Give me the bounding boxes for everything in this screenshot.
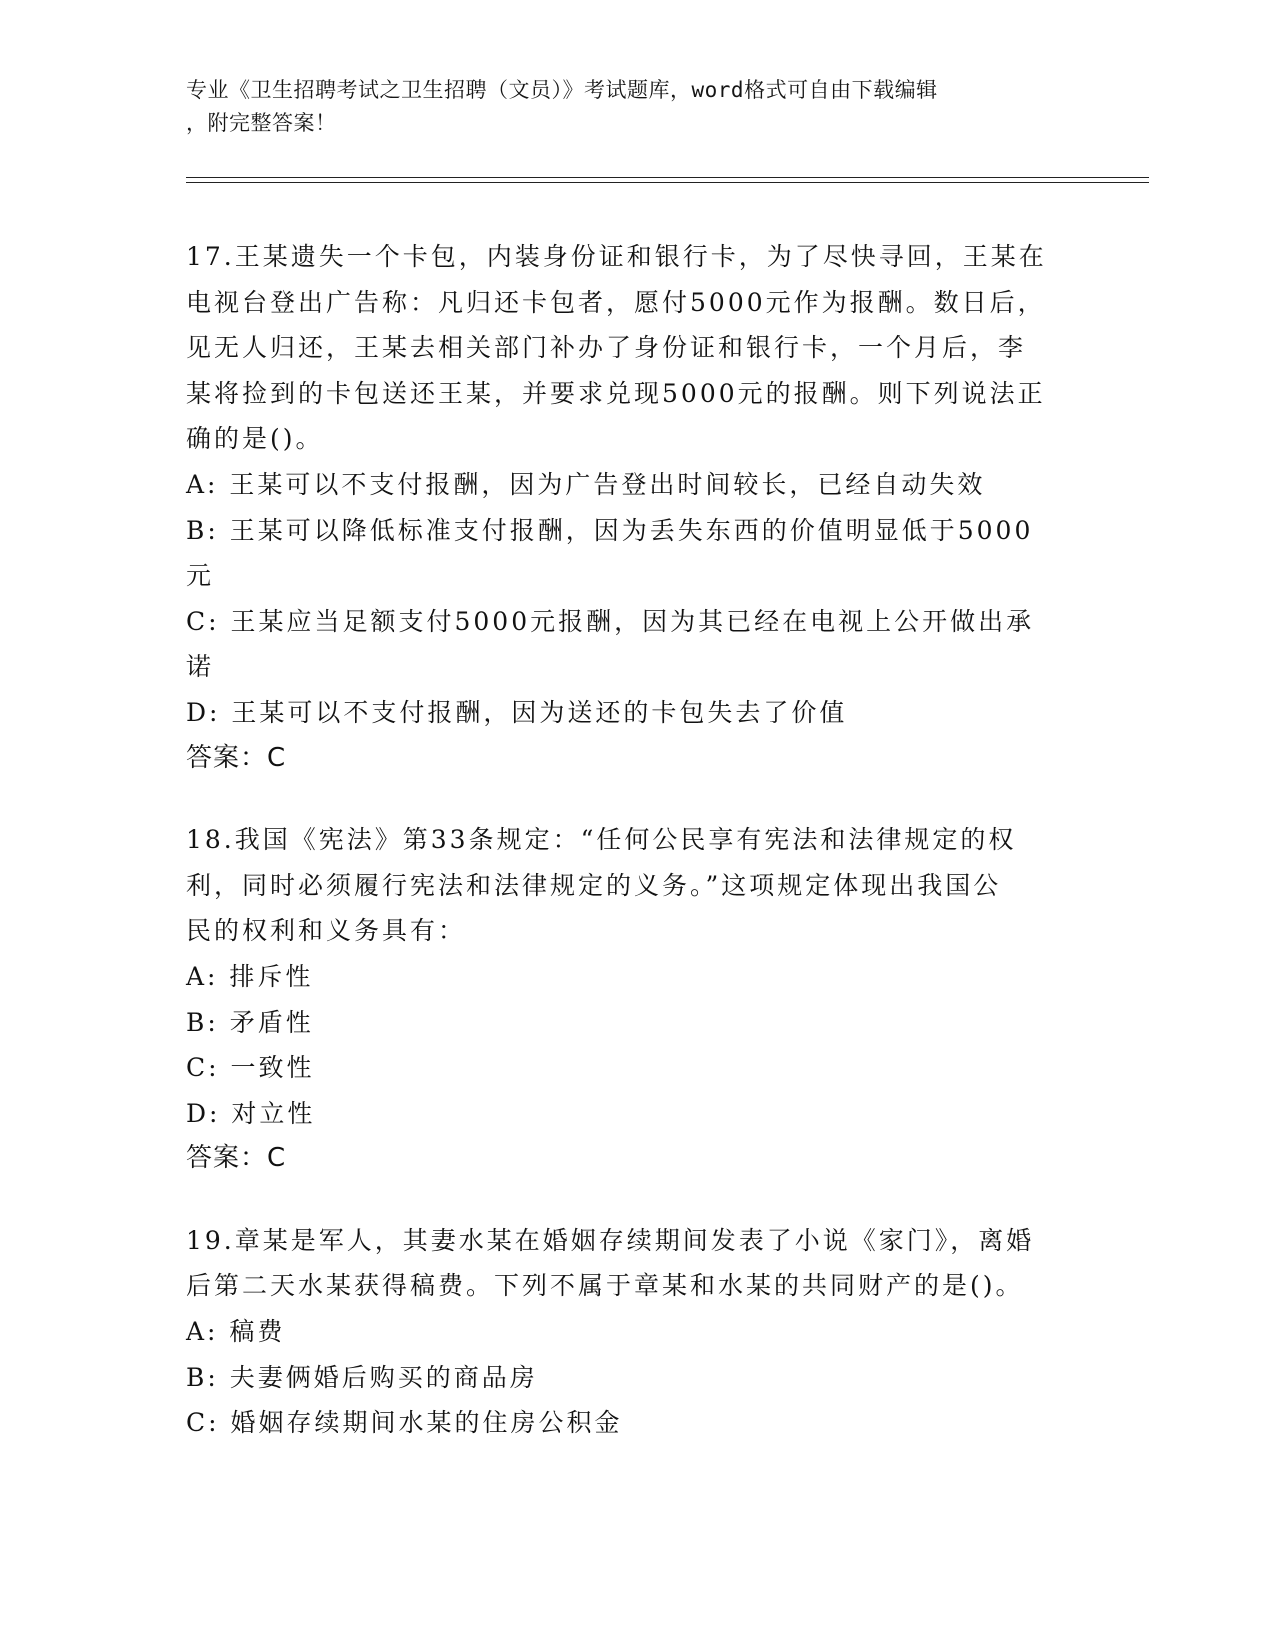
option-d: D: 王某可以不支付报酬，因为送还的卡包失去了价值 (186, 697, 848, 727)
answer-line: 答案：C (186, 1143, 287, 1174)
option-b: B: 王某可以降低标准支付报酬，因为丢失东西的价值明显低于5000 (186, 515, 1034, 545)
header-line-1: 专业《卫生招聘考试之卫生招聘（文员）》考试题库，word格式可自由下载编辑 (186, 78, 938, 102)
option-c: C: 婚姻存续期间水某的住房公积金 (186, 1408, 623, 1438)
option-b: B: 夫妻俩婚后购买的商品房 (186, 1362, 538, 1392)
question-stem-line: 17.王某遗失一个卡包，内装身份证和银行卡，为了尽快寻回，王某在 (186, 242, 1047, 271)
question-stem-line: 18.我国《宪法》第33条规定：“任何公民享有宪法和法律规定的权 (186, 825, 1017, 855)
option-a: A: 王某可以不支付报酬，因为广告登出时间较长，已经自动失效 (186, 469, 986, 499)
option-c: C: 王某应当足额支付5000元报酬，因为其已经在电视上公开做出承 (186, 606, 1035, 636)
option-b: B: 矛盾性 (186, 1007, 314, 1037)
header-line-2: ，附完整答案！ (186, 111, 337, 135)
question-stem-line: 见无人归还，王某去相关部门补办了身份证和银行卡，一个月后，李 (186, 333, 1027, 363)
question-18 (186, 817, 1066, 1182)
option-c-continued: 诺 (186, 652, 215, 682)
question-stem-line: 利，同时必须履行宪法和法律规定的义务。”这项规定体现出我国公 (186, 870, 1002, 900)
option-d: D: 对立性 (186, 1098, 316, 1128)
question-stem-line: 确的是()。 (186, 424, 324, 454)
header-divider-top (186, 177, 1149, 178)
answer-line: 答案：C (186, 742, 287, 773)
question-stem-line: 后第二天水某获得稿费。下列不属于章某和水某的共同财产的是()。 (186, 1271, 1024, 1301)
option-c: C: 一致性 (186, 1053, 315, 1083)
question-stem-line: 电视台登出广告称：凡归还卡包者，愿付5000元作为报酬。数日后， (186, 287, 1046, 317)
question-list (186, 234, 1066, 1482)
option-a: A: 稿费 (186, 1317, 286, 1347)
question-17 (186, 234, 1066, 781)
header-divider-bottom (186, 182, 1149, 183)
option-b-continued: 元 (186, 561, 215, 591)
question-stem-line: 民的权利和义务具有： (186, 916, 467, 946)
question-stem-line: 19.章某是军人，其妻水某在婚姻存续期间发表了小说《家门》，离婚 (186, 1225, 1035, 1255)
question-19 (186, 1218, 1066, 1446)
option-a: A: 排斥性 (186, 961, 314, 991)
question-stem-line: 某将捡到的卡包送还王某，并要求兑现5000元的报酬。则下列说法正 (186, 378, 1046, 408)
document-header (186, 74, 1086, 140)
